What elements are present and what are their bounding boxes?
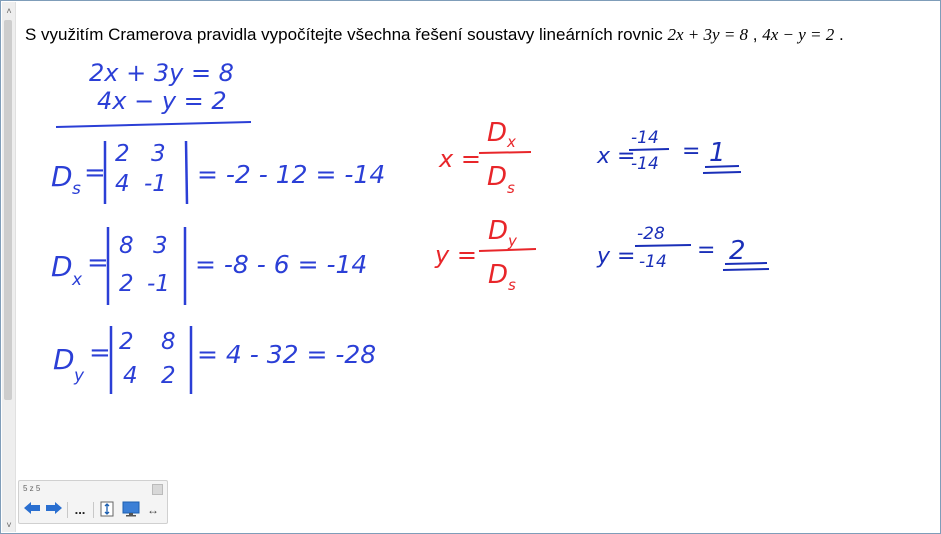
ds-label: D [51,160,73,193]
resize-horizontal-icon: ↔ [147,503,159,517]
next-page-button[interactable] [45,501,63,519]
dy-equals: = [89,338,111,368]
scroll-up-icon[interactable]: ˄ [6,6,12,16]
ds-m21: 4 [115,171,130,197]
ds-m22: -1 [144,171,167,197]
formula-y-num-sub: y [508,232,517,250]
result-y-eq: = [697,238,716,263]
ds-equals: = [84,158,106,188]
result-y-var: y = [597,244,636,269]
task-text: S využitím Cramerova pravidla vypočítejte všechna řešení soustavy lineárních rovnic [25,25,668,44]
scroll-down-icon[interactable]: ˅ [6,520,12,530]
formula-x-den-sub: s [507,179,515,197]
dx-calc: = -8 - 6 = -14 [195,250,368,279]
arrow-right-icon [45,501,63,515]
dy-m22: 2 [161,363,176,389]
fit-height-icon [100,501,114,517]
result-y-value: 2 [729,236,746,266]
dy-sub: y [74,366,85,386]
ds-m12: 3 [151,141,166,167]
dx-equals: = [87,248,109,278]
formula-y-bar [479,249,536,251]
formula-x-num: D [487,118,508,148]
dx-m21: 2 [119,271,134,297]
floating-toolbar [18,480,168,524]
system-line-2: 4x − y = 2 [97,87,227,115]
formula-y-den: D [488,260,509,290]
toolbar-separator [67,502,68,518]
dy-m21: 4 [123,363,138,389]
more-options-button[interactable]: ... [74,502,86,517]
result-y-den: -14 [639,252,667,272]
dy-label: D [53,343,75,376]
dy-m12: 8 [161,329,176,355]
dy-m11: 2 [119,329,134,355]
dx-m12: 3 [153,233,168,259]
dx-m22: -1 [147,271,170,297]
result-y-bar [635,245,691,246]
previous-page-button[interactable] [23,501,41,519]
toolbar-close-icon[interactable] [152,484,163,495]
system-underline [56,122,251,127]
task-equation-2: 4x − y = 2 [762,25,835,44]
result-x-bar [629,149,669,150]
screen-button[interactable] [121,501,141,519]
handwriting-canvas [1,1,941,534]
monitor-icon [122,501,140,517]
formula-x-den: D [487,162,508,192]
page-indicator: 5 z 5 [23,484,41,493]
fit-page-button[interactable] [99,501,115,519]
result-x-underline [703,166,741,173]
ds-calc: = -2 - 12 = -14 [197,160,386,189]
result-x-num: -14 [631,128,659,148]
formula-y-var: y = [435,241,477,269]
result-x-den: -14 [631,154,659,174]
result-x-eq: = [682,139,701,164]
formula-x-num-sub: x [507,133,516,151]
width-toggle-button[interactable] [145,501,161,519]
formula-y-num: D [488,216,509,246]
result-x-value: 1 [709,138,726,168]
dx-label: D [51,250,73,283]
ds-bar-right [186,141,187,204]
system-line-1: 2x + 3y = 8 [89,59,234,87]
task-separator: , [748,25,763,44]
formula-y-den-sub: s [508,276,516,294]
dy-calc: = 4 - 32 = -28 [197,340,377,369]
toolbar-separator [93,502,94,518]
dx-m11: 8 [119,233,134,259]
ds-sub: s [72,179,81,199]
dx-sub: x [72,270,83,290]
result-x-var: x = [597,144,636,169]
result-y-num: -28 [637,224,665,244]
ds-m11: 2 [115,141,130,167]
formula-x-var: x = [439,145,481,173]
formula-x-bar [479,152,531,153]
task-end: . [834,25,844,44]
arrow-left-icon [23,501,41,515]
result-y-underline [723,263,769,270]
task-equation-1: 2x + 3y = 8 [667,25,749,44]
